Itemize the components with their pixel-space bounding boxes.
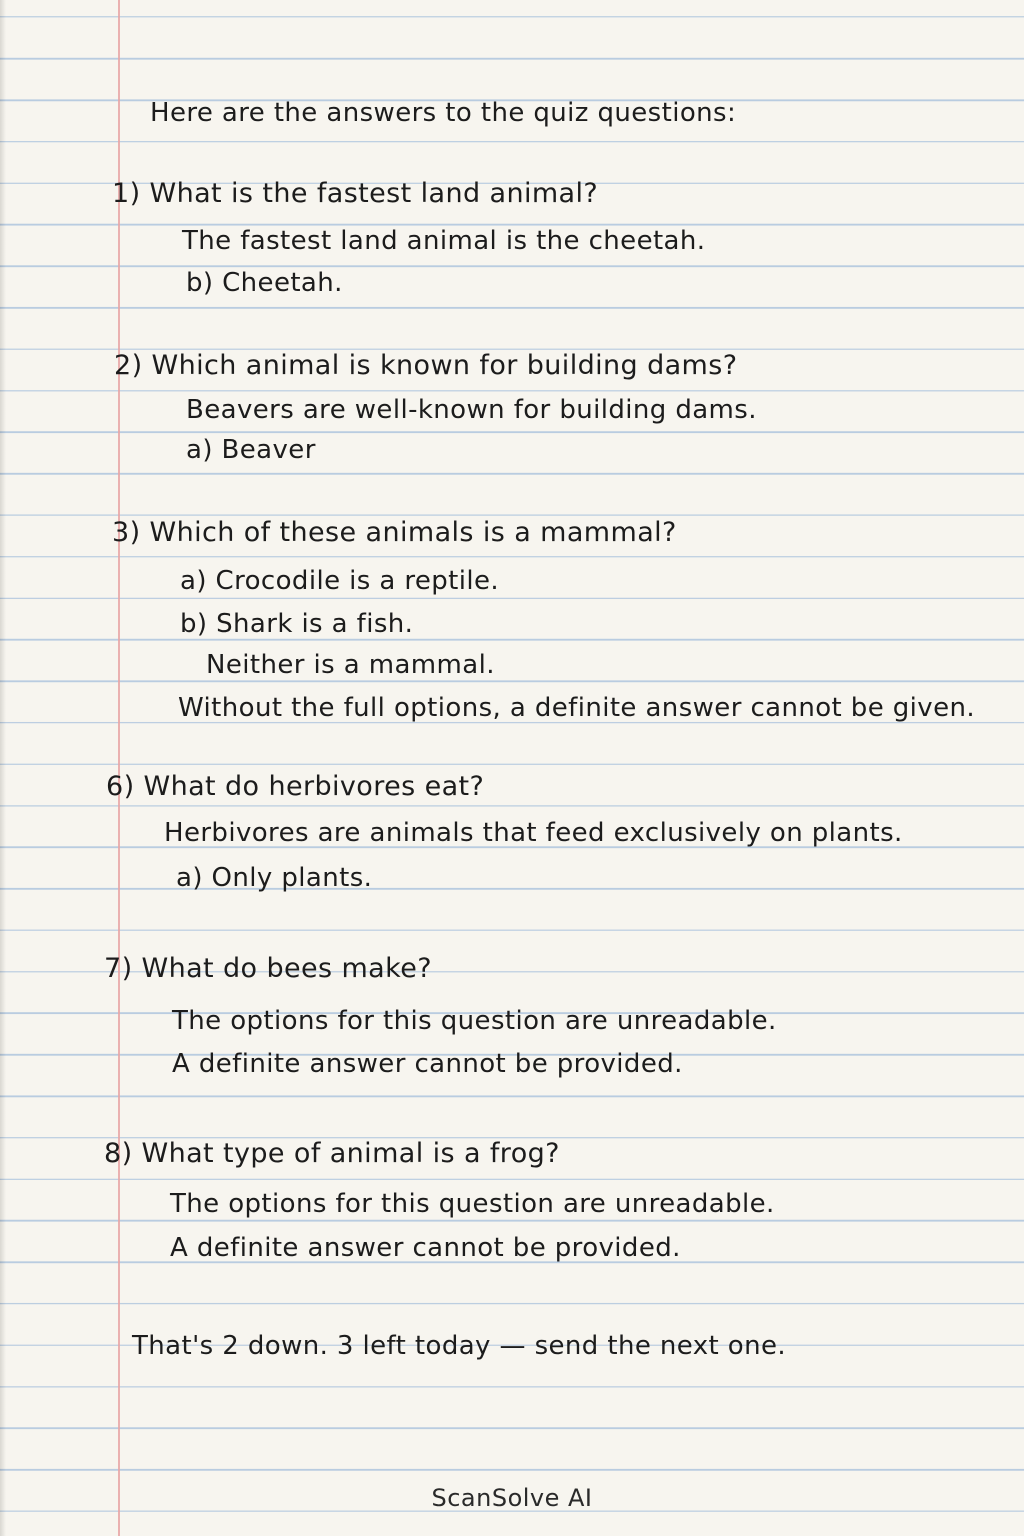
answer-3-line-1: a) Crocodile is a reptile.	[180, 566, 500, 596]
answer-2-line-1: Beavers are well-known for building dams.	[186, 395, 757, 425]
margin-line	[118, 0, 120, 1536]
answer-6-line-2: a) Only plants.	[176, 863, 373, 893]
question-2: 2) Which animal is known for building dams?	[114, 350, 738, 381]
answer-6-line-1: Herbivores are animals that feed exclusively on plants.	[164, 818, 903, 848]
closing-text: That's 2 down. 3 left today — send the next one.	[132, 1331, 787, 1361]
answer-3-line-2: b) Shark is a fish.	[180, 609, 414, 639]
intro-text: Here are the answers to the quiz questions:	[150, 98, 737, 128]
answer-7-line-2: A definite answer cannot be provided.	[172, 1049, 683, 1079]
answer-2-line-2: a) Beaver	[186, 435, 316, 465]
question-8: 8) What type of animal is a frog?	[104, 1138, 560, 1169]
question-3: 3) Which of these animals is a mammal?	[112, 517, 677, 548]
answer-3-line-4: Without the full options, a definite answer cannot be given.	[178, 693, 976, 723]
paper-edge-shadow	[0, 0, 6, 1536]
answer-1-line-1: The fastest land animal is the cheetah.	[182, 226, 706, 256]
question-7: 7) What do bees make?	[104, 953, 432, 984]
question-6: 6) What do herbivores eat?	[106, 771, 485, 802]
answer-7-line-1: The options for this question are unreadable.	[172, 1006, 777, 1036]
answer-8-line-1: The options for this question are unreadable.	[170, 1189, 775, 1219]
answer-1-line-2: b) Cheetah.	[186, 268, 343, 298]
answer-3-line-3: Neither is a mammal.	[206, 650, 495, 680]
footer-brand: ScanSolve AI	[431, 1484, 593, 1512]
question-1: 1) What is the fastest land animal?	[112, 178, 599, 209]
answer-8-line-2: A definite answer cannot be provided.	[170, 1233, 681, 1263]
